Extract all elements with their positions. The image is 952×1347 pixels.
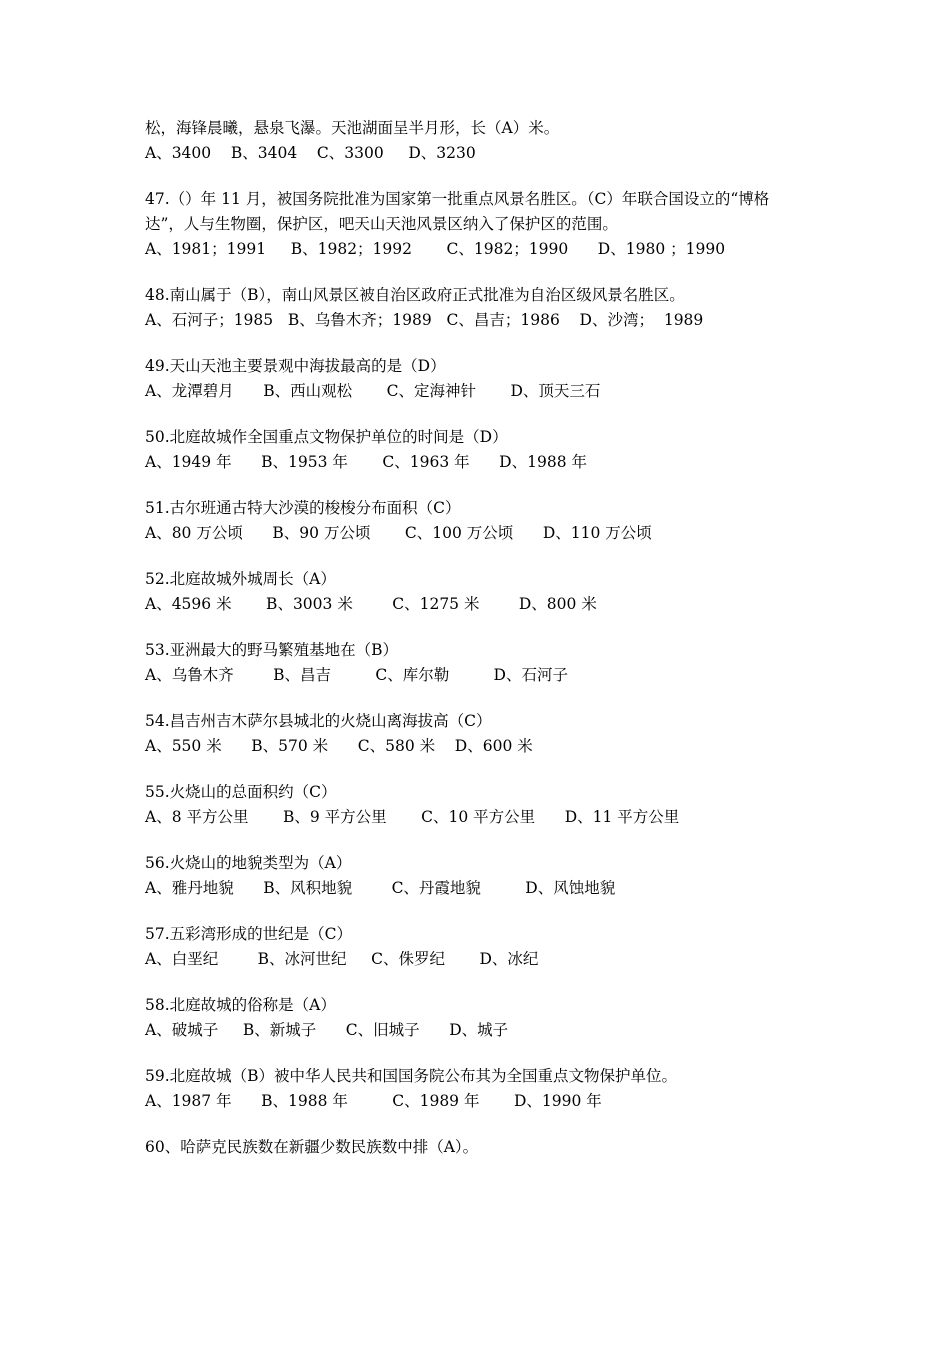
options-line: A、白垩纪 B、冰河世纪 C、侏罗纪 D、冰纪 — [145, 950, 539, 968]
question-line: 55.火烧山的总面积约（C） — [145, 783, 337, 801]
question-block — [145, 496, 825, 546]
question-block — [145, 116, 825, 166]
question-line: 52.北庭故城外城周长（A） — [145, 570, 336, 588]
question-line: 51.古尔班通古特大沙漠的梭梭分布面积（C） — [145, 499, 461, 517]
options-line: A、80 万公顷 B、90 万公顷 C、100 万公顷 D、110 万公顷 — [145, 524, 652, 542]
question-line: 54.昌吉州吉木萨尔县城北的火烧山离海拔高（C） — [145, 712, 492, 730]
question-line: 49.天山天池主要景观中海拔最高的是（D） — [145, 357, 446, 375]
question-line: 58.北庭故城的俗称是（A） — [145, 996, 336, 1014]
question-line: 48.南山属于（B），南山风景区被自治区政府正式批准为自治区级风景名胜区。 — [145, 286, 685, 304]
question-line: 60、哈萨克民族数在新疆少数民族数中排（A）。 — [145, 1138, 479, 1156]
question-line: 53.亚洲最大的野马繁殖基地在（B） — [145, 641, 399, 659]
question-line: 57.五彩湾形成的世纪是（C） — [145, 925, 353, 943]
document-page — [145, 116, 825, 1181]
question-block — [145, 1064, 825, 1114]
options-line: A、龙潭碧月 B、西山观松 C、定海神针 D、顶天三石 — [145, 382, 601, 400]
question-line: 56.火烧山的地貌类型为（A） — [145, 854, 352, 872]
question-line: 松，海锋晨曦，悬泉飞瀑。天池湖面呈半月形，长（A）米。 — [145, 119, 560, 137]
options-line: A、破城子 B、新城子 C、旧城子 D、城子 — [145, 1021, 509, 1039]
options-line: A、1987 年 B、1988 年 C、1989 年 D、1990 年 — [145, 1092, 602, 1110]
question-block — [145, 780, 825, 830]
options-line: A、乌鲁木齐 B、昌吉 C、库尔勒 D、石河子 — [145, 666, 568, 684]
options-line: A、4596 米 B、3003 米 C、1275 米 D、800 米 — [145, 595, 597, 613]
options-line: A、1949 年 B、1953 年 C、1963 年 D、1988 年 — [145, 453, 587, 471]
question-line: 达”，人与生物圈，保护区，吧天山天池风景区纳入了保护区的范围。 — [145, 215, 618, 233]
options-line: A、1981；1991 B、1982；1992 C、1982；1990 D、1980 ；1990 — [145, 240, 726, 258]
question-line: 59.北庭故城（B）被中华人民共和国国务院公布其为全国重点文物保护单位。 — [145, 1067, 678, 1085]
options-line: A、8 平方公里 B、9 平方公里 C、10 平方公里 D、11 平方公里 — [145, 808, 680, 826]
options-line: A、石河子；1985 B、乌鲁木齐；1989 C、昌吉；1986 D、沙湾； 1989 — [145, 311, 704, 329]
options-line: A、3400 B、3404 C、3300 D、3230 — [145, 144, 476, 162]
question-block — [145, 354, 825, 404]
question-line: 47.（）年 11 月，被国务院批准为国家第一批重点风景名胜区。（C）年联合国设立的“博格 — [145, 190, 770, 208]
question-block — [145, 993, 825, 1043]
question-block — [145, 1135, 825, 1160]
question-block — [145, 283, 825, 333]
options-line: A、雅丹地貌 B、风积地貌 C、丹霞地貌 D、风蚀地貌 — [145, 879, 616, 897]
options-line: A、550 米 B、570 米 C、580 米 D、600 米 — [145, 737, 533, 755]
question-block — [145, 851, 825, 901]
question-block — [145, 567, 825, 617]
question-block — [145, 638, 825, 688]
question-line: 50.北庭故城作全国重点文物保护单位的时间是（D） — [145, 428, 508, 446]
question-block — [145, 709, 825, 759]
question-block — [145, 425, 825, 475]
question-block — [145, 187, 825, 262]
question-block — [145, 922, 825, 972]
